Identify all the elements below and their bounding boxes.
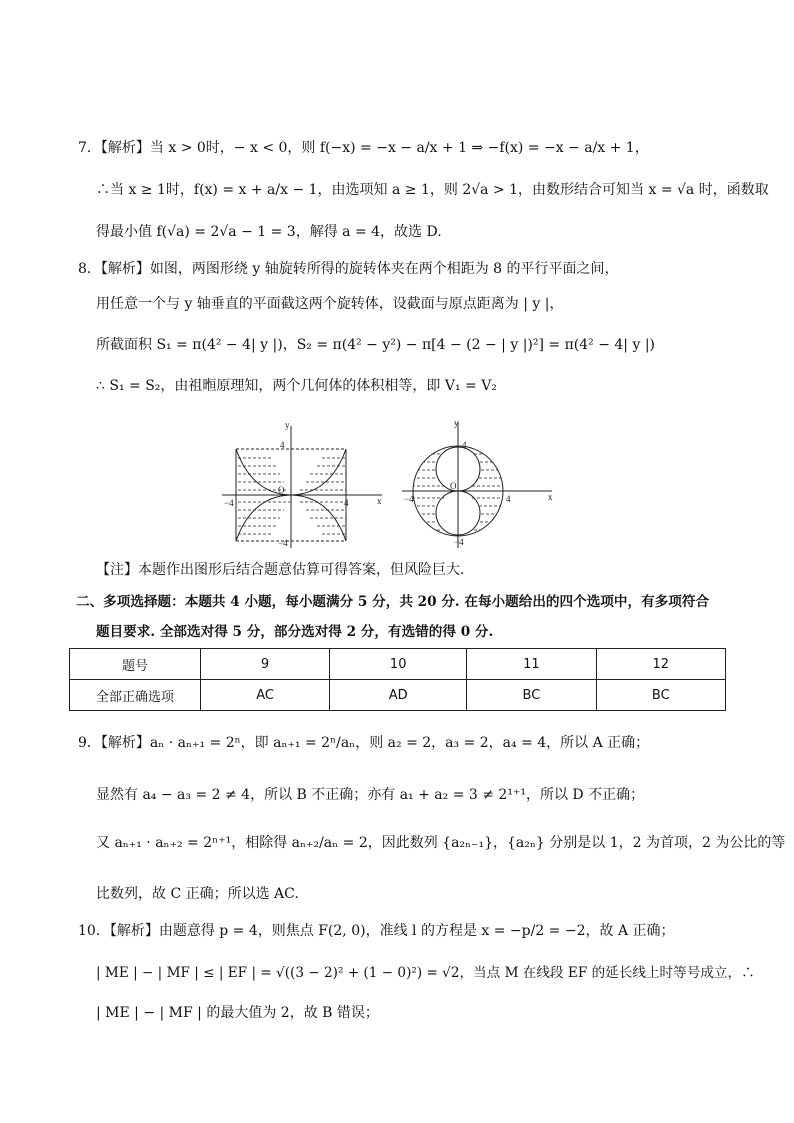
q7-line2: ∴当 x ≥ 1时，f(x) = x + a/x − 1，由选项知 a ≥ 1，则 2√a > 1，由数形结合可知当 x = √a 时，函数取	[96, 182, 769, 198]
right-x-label: x	[548, 492, 553, 502]
right-bottom-tick: −4	[454, 537, 464, 547]
q9-line2: 显然有 a₄ − a₃ = 2 ≠ 4，所以 B 不正确；亦有 a₁ + a₂ = 3 ≠ 2¹⁺¹，所以 D 不正确；	[96, 787, 645, 803]
table-number-12: 12	[596, 649, 725, 680]
q9-line3: 又 aₙ₊₁ · aₙ₊₂ = 2ⁿ⁺¹，相除得 aₙ₊₂/aₙ = 2，因此数列 {a₂ₙ₋₁}，{a₂ₙ} 分别是以 1，2 为首项，2 为公比的等	[96, 835, 786, 851]
table-answer-12: BC	[596, 680, 725, 711]
q9-line4: 比数列，故 C 正确；所以选 AC.	[96, 886, 299, 902]
q8-note: 【注】本题作出图形后结合题意估算可得答案，但风险巨大.	[96, 562, 465, 578]
table-number-10: 10	[330, 649, 467, 680]
left-y-label: y	[285, 420, 290, 430]
table-number-9: 9	[201, 649, 330, 680]
q7-line1: 7．【解析】当 x > 0时，− x < 0，则 f(−x) = −x − a/x + 1 ⇒ −f(x) = −x − a/x + 1，	[78, 140, 649, 156]
left-right-tick: 4	[344, 498, 349, 508]
table-row-label: 全部正确选项	[70, 680, 201, 711]
q10-line2: | ME | − | MF | ≤ | EF | = √((3 − 2)² + (1 − 0)²) = √2，当点 M 在线段 EF 的延长线上时等号成立，∴	[96, 965, 755, 981]
right-origin: O	[450, 481, 457, 491]
q10-line1: 10．【解析】由题意得 p = 4，则焦点 F(2, 0)，准线 l 的方程是 x = −p/2 = −2，故 A 正确；	[78, 923, 675, 939]
right-y-label: y	[454, 418, 459, 428]
left-top-tick: 4	[280, 440, 285, 450]
left-origin: O	[278, 485, 285, 495]
q9-line1: 9．【解析】aₙ · aₙ₊₁ = 2ⁿ，即 aₙ₊₁ = 2ⁿ/aₙ，则 a₂ = 2，a₃ = 2，a₄ = 4，所以 A 正确；	[78, 735, 650, 751]
left-x-label: x	[377, 496, 382, 506]
left-bottom-tick: −4	[278, 538, 288, 548]
right-top-tick: 4	[462, 440, 467, 450]
table-answer-11: BC	[467, 680, 596, 711]
table-answer-9: AC	[201, 680, 330, 711]
table-header-label: 题号	[70, 649, 201, 680]
answer-table	[69, 648, 726, 711]
q8-line1: 8．【解析】如图，两图形绕 y 轴旋转所得的旋转体夹在两个相距为 8 的平行平面之间，	[78, 261, 619, 277]
section2-line1: 二、多项选择题：本题共 4 小题，每小题满分 5 分，共 20 分. 在每小题给出的四个选项中，有多项符合	[76, 594, 710, 610]
table-row	[70, 649, 726, 680]
table-row	[70, 680, 726, 711]
right-right-tick: 4	[506, 494, 511, 504]
q7-line3: 得最小值 f(√a) = 2√a − 1 = 3，解得 a = 4，故选 D.	[96, 224, 442, 240]
right-left-tick: −4	[404, 494, 414, 504]
left-left-tick: −4	[224, 498, 234, 508]
section2-line2: 题目要求. 全部选对得 5 分，部分选对得 2 分，有选错的得 0 分.	[96, 624, 494, 640]
table-answer-10: AD	[330, 680, 467, 711]
q8-line4: ∴ S₁ = S₂，由祖暅原理知，两个几何体的体积相等，即 V₁ = V₂	[96, 378, 497, 394]
table-number-11: 11	[467, 649, 596, 680]
figure-left	[222, 418, 390, 550]
q10-line3: | ME | − | MF | 的最大值为 2，故 B 错误；	[96, 1005, 379, 1021]
q8-line3: 所截面积 S₁ = π(4² − 4| y |)，S₂ = π(4² − y²) − π[4 − (2 − | y |)²] = π(4² − 4| y |)	[96, 337, 656, 353]
figure-right	[402, 418, 562, 550]
q8-line2: 用任意一个与 y 轴垂直的平面截这两个旋转体，设截面与原点距离为 | y |，	[96, 296, 564, 312]
